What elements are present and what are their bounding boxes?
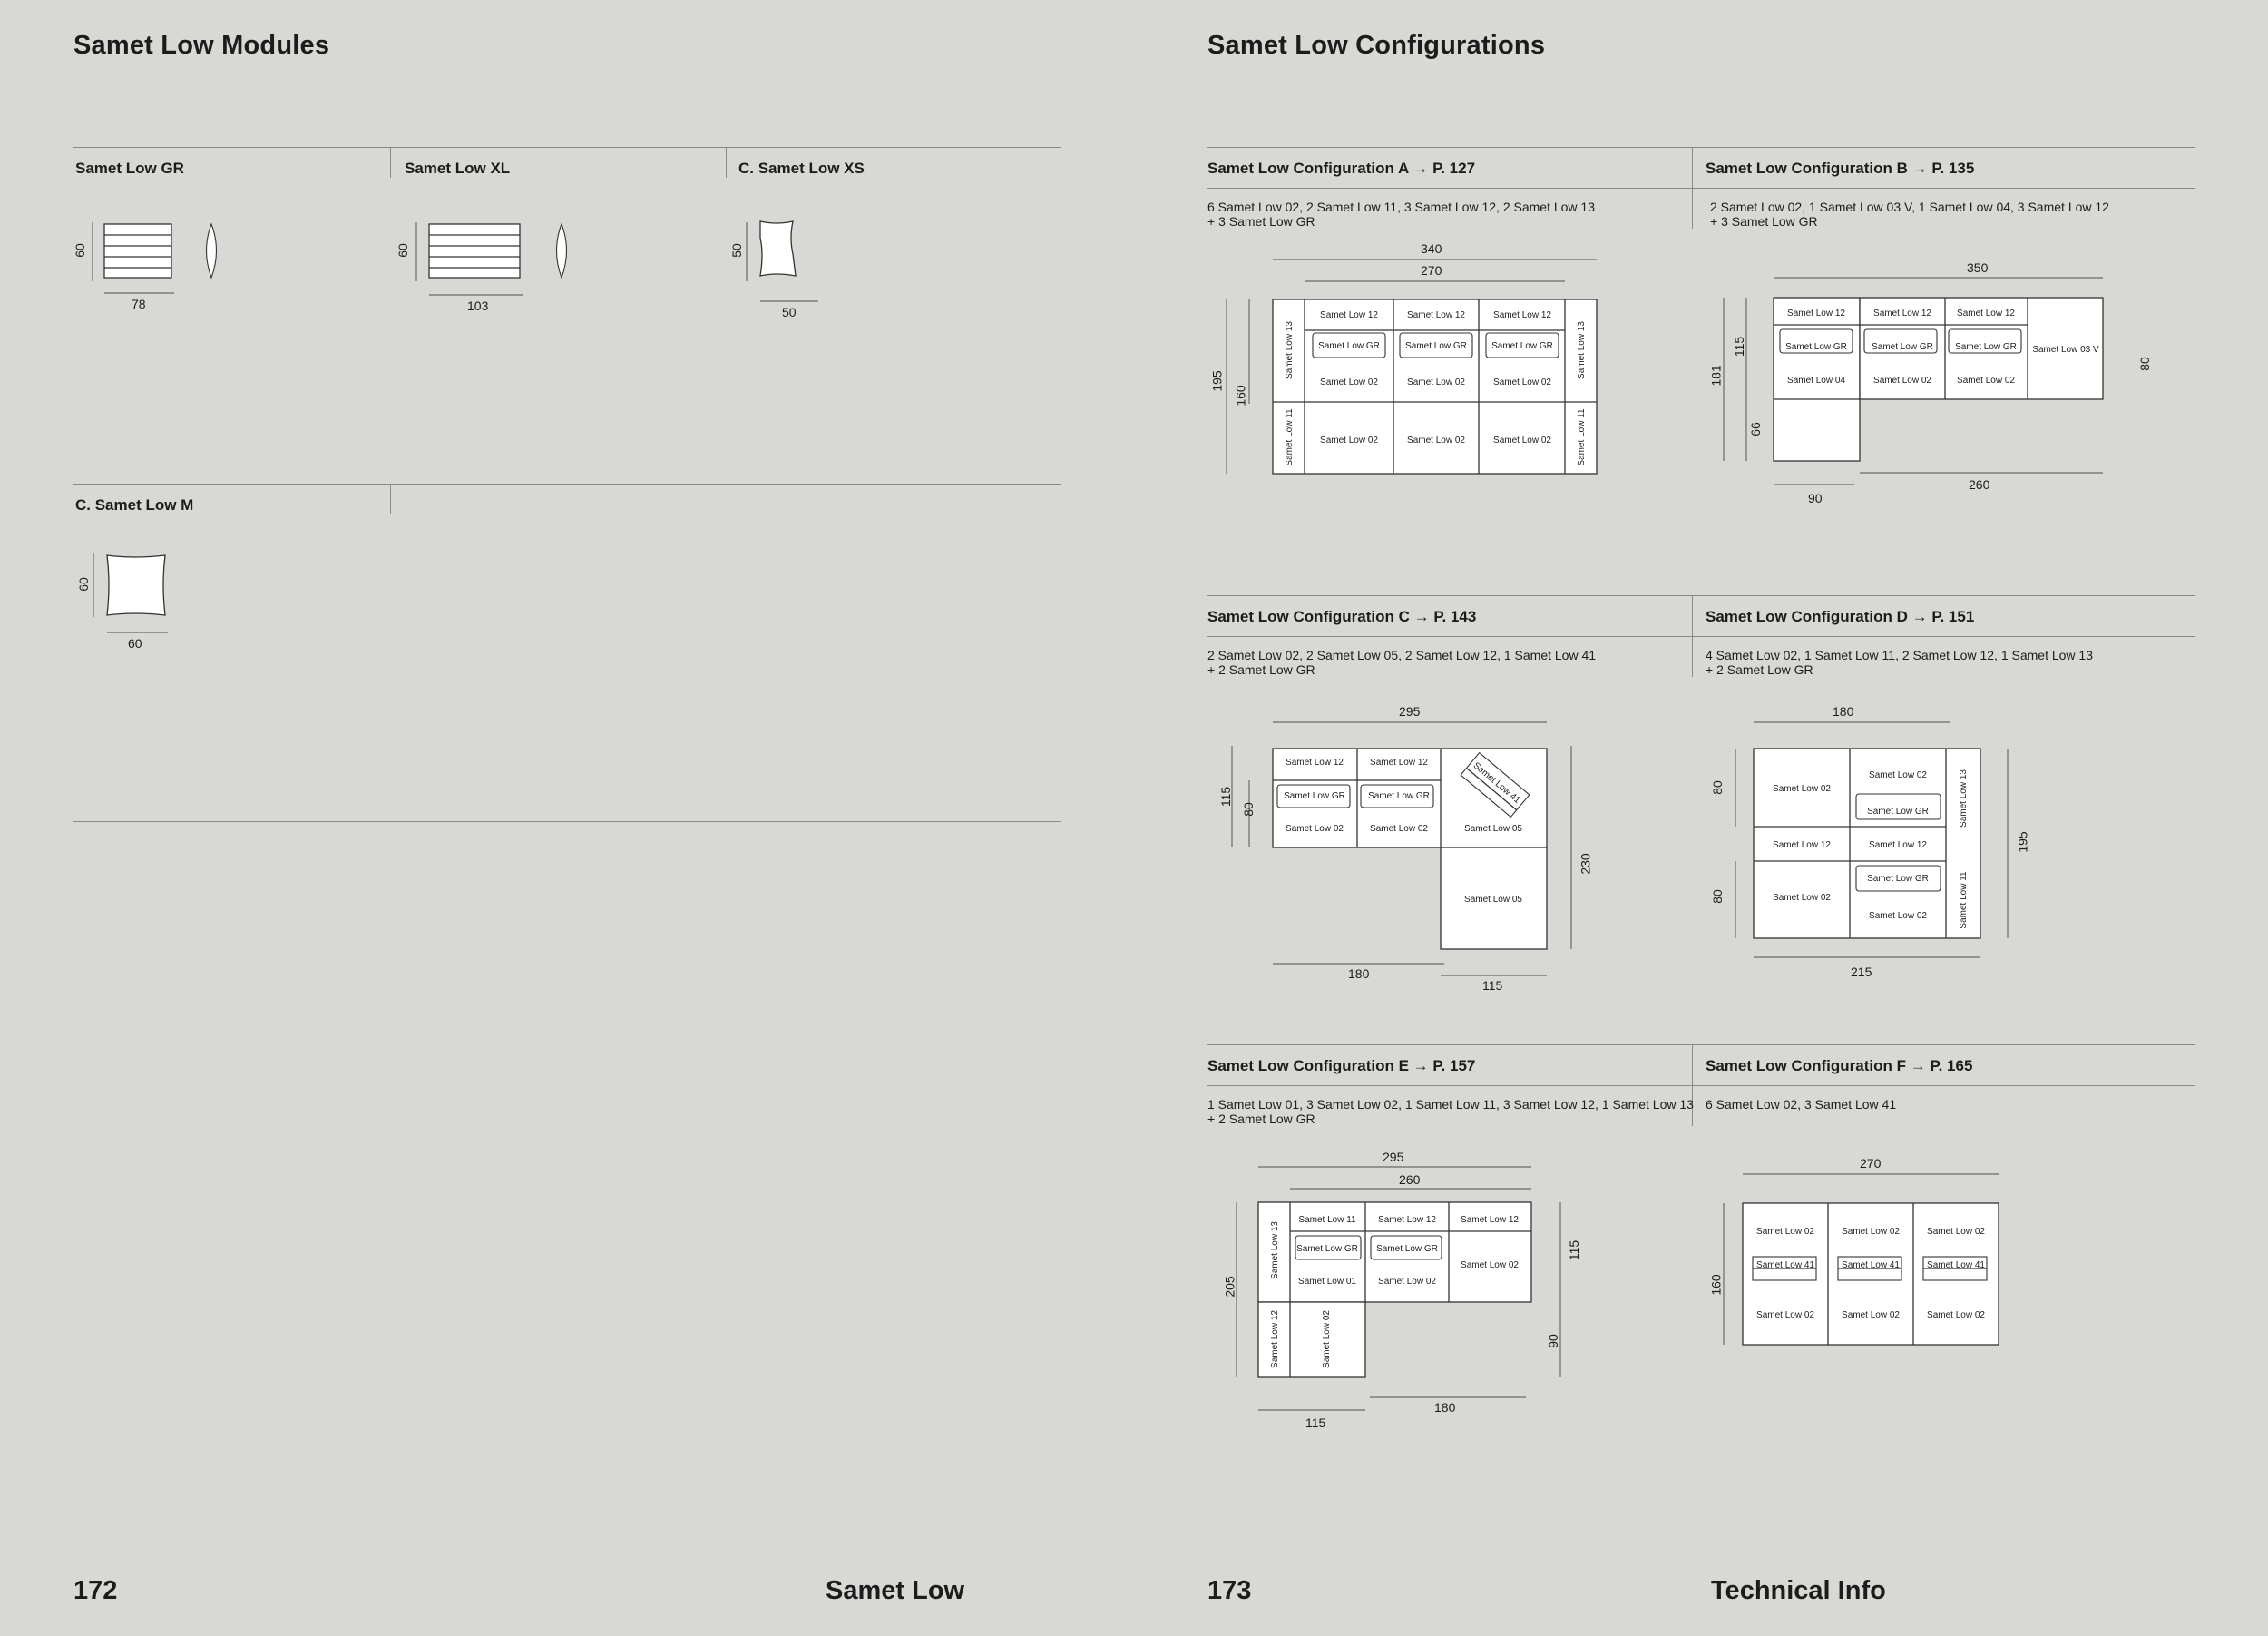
- module-xl-drawing: [399, 209, 599, 318]
- divider: [1207, 595, 2195, 596]
- label: Samet Low 02: [1869, 911, 1927, 921]
- label: Samet Low 11: [1577, 408, 1587, 466]
- config-title-c: Samet Low Configuration C → P. 143: [1207, 608, 1477, 625]
- label: Samet Low 41: [1756, 1260, 1814, 1270]
- config-f-diagram: [1706, 1152, 2123, 1425]
- config-desc-d: 4 Samet Low 02, 1 Samet Low 11, 2 Samet Low 12, 1 Samet Low 13 + 2 Samet Low GR: [1706, 648, 2093, 677]
- config-d-dim: 80: [1709, 889, 1725, 904]
- label: Samet Low 02: [1873, 376, 1931, 386]
- config-e-dim: 295: [1383, 1150, 1404, 1164]
- label: Samet Low 02: [1842, 1310, 1900, 1320]
- label: Samet Low GR: [1405, 341, 1467, 351]
- label: Samet Low GR: [1867, 807, 1929, 817]
- config-c-dim: 115: [1218, 786, 1234, 808]
- section-title-right: Technical Info: [1711, 1576, 1886, 1605]
- label: Samet Low 02: [1407, 377, 1465, 387]
- config-b-dim: 115: [1732, 336, 1747, 358]
- module-xs-drawing: [735, 209, 844, 318]
- config-desc-a: 6 Samet Low 02, 2 Samet Low 11, 3 Samet Low 12, 2 Samet Low 13 + 3 Samet Low GR: [1207, 200, 1595, 229]
- label: Samet Low 12: [1787, 309, 1845, 318]
- page-number-right: 173: [1207, 1576, 1252, 1605]
- module-gr-width: 78: [132, 297, 146, 311]
- label: Samet Low 05: [1464, 824, 1522, 834]
- config-c-dim: 80: [1240, 802, 1256, 817]
- label: Samet Low 02: [1927, 1227, 1985, 1237]
- label: Samet Low GR: [1376, 1244, 1438, 1254]
- config-a-dim: 195: [1209, 370, 1225, 392]
- label: Samet Low 02: [1378, 1277, 1436, 1287]
- config-desc-e: 1 Samet Low 01, 3 Samet Low 02, 1 Samet Low 11, 3 Samet Low 12, 1 Samet Low 13 + 2 Samet Low GR: [1207, 1097, 1694, 1126]
- label: Samet Low 04: [1787, 376, 1845, 386]
- label: Samet Low 12: [1773, 840, 1831, 850]
- label: Samet Low 02: [1756, 1227, 1814, 1237]
- label: Samet Low 13: [1959, 769, 1969, 828]
- config-c-dim: 115: [1482, 978, 1503, 993]
- divider: [1692, 147, 1693, 229]
- config-desc-b: 2 Samet Low 02, 1 Samet Low 03 V, 1 Samet Low 04, 3 Samet Low 12 + 3 Samet Low GR: [1710, 200, 2109, 229]
- config-d-dim: 195: [2015, 831, 2030, 853]
- divider: [1207, 188, 2195, 189]
- config-b-dim: 350: [1967, 260, 1989, 275]
- label: Samet Low 12: [1370, 758, 1428, 768]
- label: Samet Low 02: [1773, 893, 1831, 903]
- config-title-a: Samet Low Configuration A → P. 127: [1207, 160, 1476, 177]
- module-title-m: C. Samet Low M: [75, 496, 194, 514]
- config-f-dim: 160: [1708, 1274, 1724, 1296]
- page-number-left: 172: [73, 1576, 118, 1605]
- label: Samet Low GR: [1867, 874, 1929, 884]
- config-e-dim: 115: [1305, 1416, 1326, 1430]
- label: Samet Low 02: [1320, 436, 1378, 446]
- config-title-f: Samet Low Configuration F → P. 165: [1706, 1057, 1973, 1074]
- label: Samet Low 41: [1842, 1260, 1900, 1270]
- label: Samet Low 02: [1461, 1260, 1519, 1270]
- module-title-gr: Samet Low GR: [75, 160, 184, 177]
- config-b-diagram: [1706, 236, 2177, 508]
- label: Samet Low 02: [1927, 1310, 1985, 1320]
- divider: [726, 147, 727, 178]
- config-b-dim: 181: [1708, 365, 1724, 387]
- label: Samet Low GR: [1785, 342, 1847, 352]
- label: Samet Low GR: [1955, 342, 2017, 352]
- label: Samet Low GR: [1872, 342, 1933, 352]
- config-d-dim: 180: [1833, 704, 1854, 719]
- label: Samet Low 02: [1322, 1310, 1332, 1368]
- label: Samet Low 11: [1285, 408, 1295, 466]
- config-title-b: Samet Low Configuration B → P. 135: [1706, 160, 1975, 177]
- config-desc-c: 2 Samet Low 02, 2 Samet Low 05, 2 Samet Low 12, 1 Samet Low 41 + 2 Samet Low GR: [1207, 648, 1597, 677]
- config-d-dim: 215: [1851, 965, 1872, 979]
- label: Samet Low 05: [1464, 895, 1522, 905]
- module-xl-width: 103: [467, 299, 489, 313]
- label: Samet Low 02: [1407, 436, 1465, 446]
- config-a-dim: 160: [1233, 385, 1248, 407]
- config-a-diagram: [1207, 236, 1624, 508]
- config-title-e: Samet Low Configuration E → P. 157: [1207, 1057, 1476, 1074]
- config-e-dim: 115: [1567, 1239, 1582, 1261]
- label: Samet Low 12: [1873, 309, 1931, 318]
- divider: [73, 147, 1061, 148]
- config-title-d: Samet Low Configuration D → P. 151: [1706, 608, 1975, 625]
- label: Samet Low GR: [1368, 791, 1430, 801]
- config-c-dim: 295: [1399, 704, 1421, 719]
- module-xl-height: 60: [395, 243, 410, 258]
- label: Samet Low 41: [1471, 760, 1522, 806]
- label: Samet Low 12: [1957, 309, 2015, 318]
- label: Samet Low 02: [1493, 436, 1551, 446]
- config-b-dim: 90: [1808, 491, 1823, 505]
- divider: [390, 484, 391, 514]
- divider: [1207, 147, 2195, 148]
- label: Samet Low 02: [1869, 770, 1927, 780]
- label: Samet Low GR: [1491, 341, 1553, 351]
- module-m-height: 60: [75, 577, 91, 592]
- module-xs-width: 50: [782, 305, 797, 319]
- config-desc-f: 6 Samet Low 02, 3 Samet Low 41: [1706, 1097, 1897, 1112]
- module-m-width: 60: [128, 636, 142, 651]
- label: Samet Low GR: [1296, 1244, 1358, 1254]
- divider: [1207, 1044, 2195, 1045]
- label: Samet Low 02: [1842, 1227, 1900, 1237]
- config-a-dim: 270: [1421, 263, 1442, 278]
- divider: [1207, 1085, 2195, 1086]
- config-f-dim: 270: [1860, 1156, 1882, 1171]
- divider: [1692, 595, 1693, 677]
- label: Samet Low 12: [1270, 1310, 1280, 1368]
- label: Samet Low 02: [1493, 377, 1551, 387]
- label: Samet Low 11: [1298, 1215, 1356, 1225]
- label: Samet Low 01: [1298, 1277, 1356, 1287]
- divider: [1207, 636, 2195, 637]
- label: Samet Low 11: [1959, 871, 1969, 929]
- page-title-left: Samet Low Modules: [73, 31, 330, 60]
- module-gr-height: 60: [72, 243, 87, 258]
- config-e-dim: 260: [1399, 1172, 1421, 1187]
- label: Samet Low 12: [1407, 310, 1465, 320]
- config-e-dim: 180: [1434, 1400, 1456, 1415]
- label: Samet Low 12: [1869, 840, 1927, 850]
- page-title-right: Samet Low Configurations: [1207, 31, 1546, 60]
- label: Samet Low 02: [1773, 784, 1831, 794]
- label: Samet Low 12: [1461, 1215, 1519, 1225]
- label: Samet Low 12: [1286, 758, 1344, 768]
- label: Samet Low 02: [1957, 376, 2015, 386]
- label: Samet Low GR: [1318, 341, 1380, 351]
- label: Samet Low 03 V: [2032, 345, 2099, 355]
- label: Samet Low 13: [1577, 321, 1587, 379]
- label: Samet Low GR: [1284, 791, 1345, 801]
- module-xs-height: 50: [728, 243, 744, 258]
- label: Samet Low 12: [1320, 310, 1378, 320]
- config-d-diagram: [1706, 708, 2123, 998]
- config-d-dim: 80: [1709, 780, 1725, 795]
- config-e-dim: 205: [1222, 1276, 1237, 1298]
- config-b-dim: 66: [1747, 422, 1763, 436]
- config-c-dim: 230: [1578, 853, 1593, 875]
- label: Samet Low 02: [1320, 377, 1378, 387]
- module-title-xl: Samet Low XL: [405, 160, 511, 177]
- config-a-dim: 340: [1421, 241, 1442, 256]
- config-c-diagram: [1207, 708, 1624, 998]
- config-e-diagram: [1207, 1152, 1624, 1443]
- config-b-dim: 260: [1969, 477, 1990, 492]
- config-c-dim: 180: [1348, 966, 1370, 981]
- label: Samet Low 13: [1270, 1221, 1280, 1279]
- label: Samet Low 02: [1286, 824, 1344, 834]
- config-e-dim: 90: [1545, 1334, 1560, 1348]
- divider: [390, 147, 391, 178]
- label: Samet Low 41: [1927, 1260, 1985, 1270]
- module-title-xs: C. Samet Low XS: [738, 160, 865, 177]
- label: Samet Low 02: [1370, 824, 1428, 834]
- label: Samet Low 12: [1378, 1215, 1436, 1225]
- config-b-dim: 80: [2136, 357, 2152, 371]
- section-title-left: Samet Low: [826, 1576, 965, 1605]
- label: Samet Low 13: [1285, 321, 1295, 379]
- label: Samet Low 02: [1756, 1310, 1814, 1320]
- label: Samet Low 12: [1493, 310, 1551, 320]
- divider: [73, 821, 1061, 822]
- divider: [73, 484, 1061, 485]
